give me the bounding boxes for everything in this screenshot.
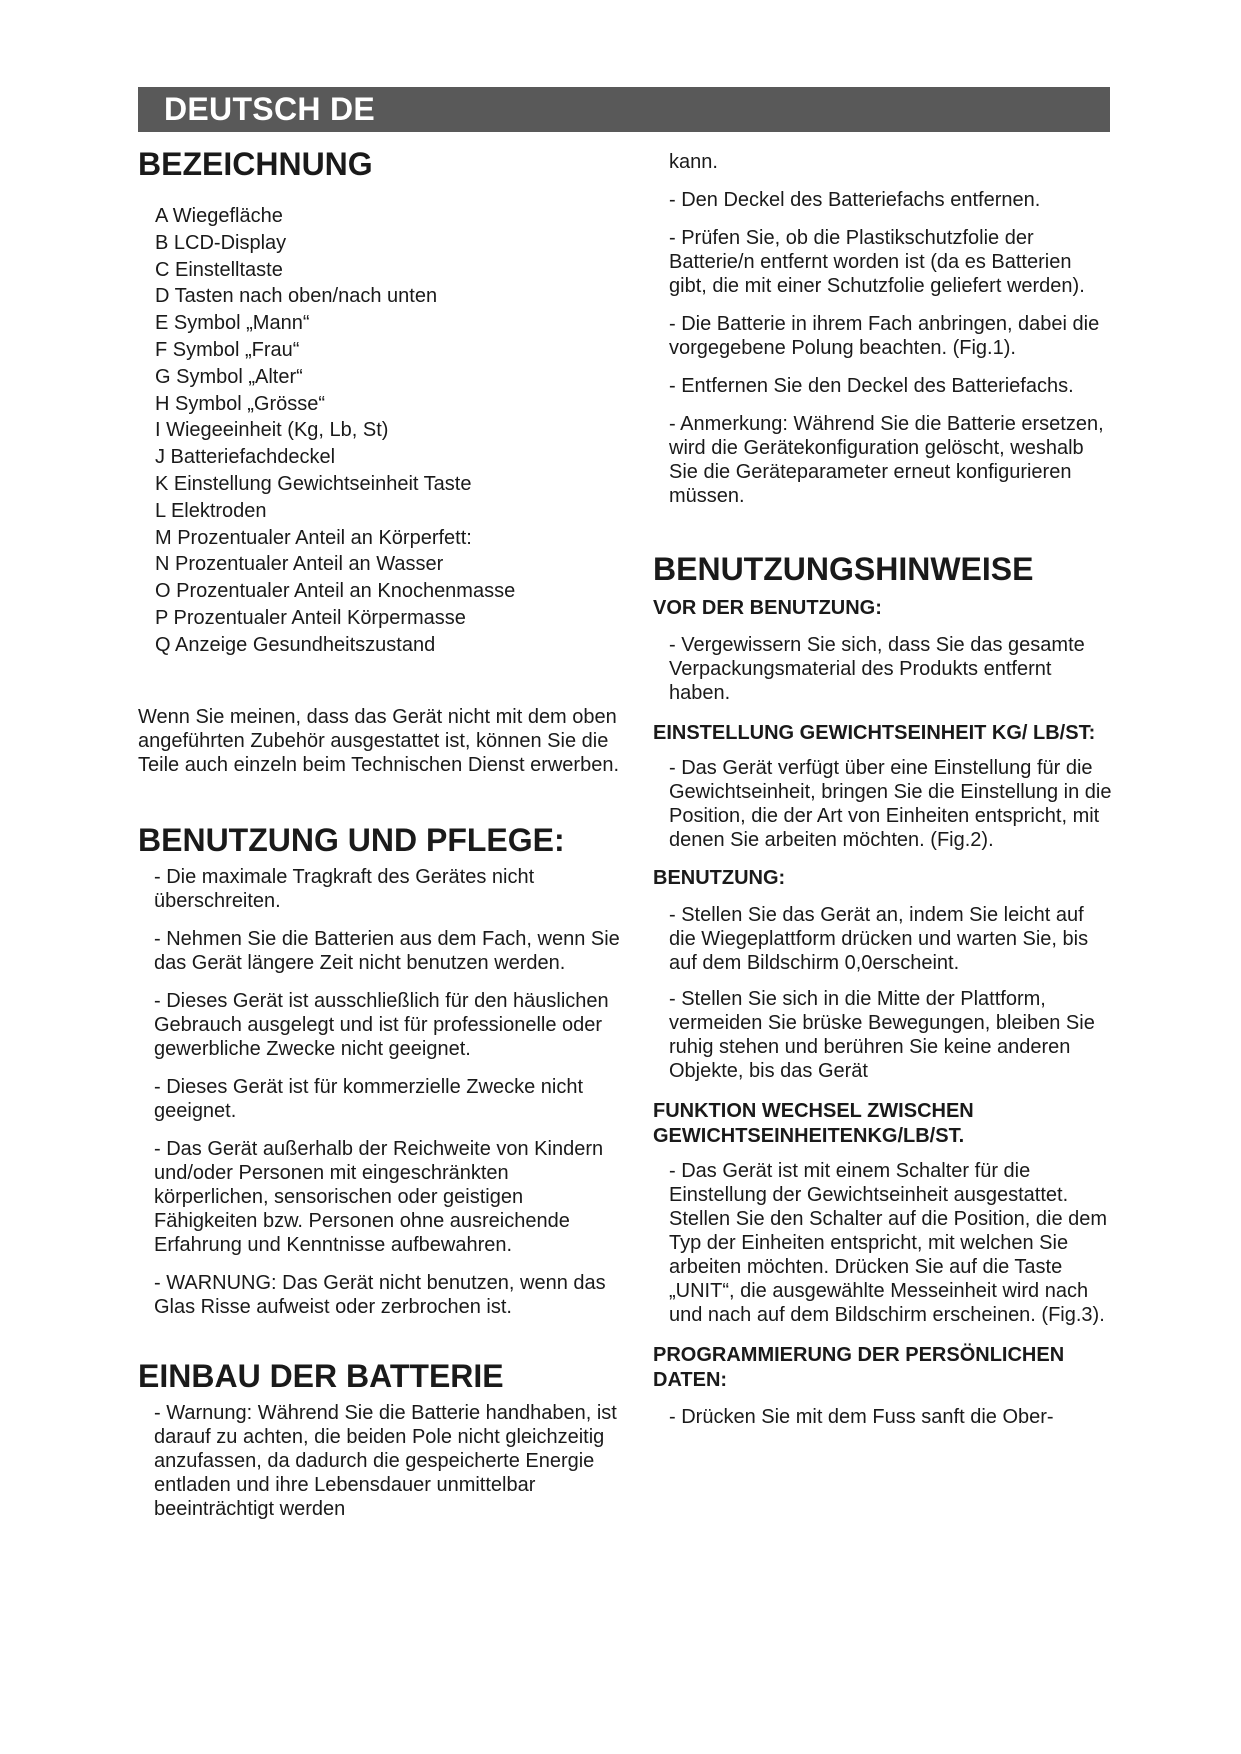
use-step: - Stellen Sie das Gerät an, indem Sie leicht auf die Wiegeplattform drücken und warten Sie, bis auf dem Bildschirm 0,0erscheint. — [669, 904, 1089, 974]
list-item: L Elektroden — [155, 499, 267, 522]
before-use-text: - Vergewissern Sie sich, dass Sie das gesamte Verpackungsmaterial des Produkts entfernt haben. — [669, 634, 1085, 704]
unit-switch-text: - Das Gerät ist mit einem Schalter für die Einstellung der Gewichtseinheit ausgestattet. Stellen Sie den Schalter auf die Position, die dem Typ der Einheiten entspricht, mit welchen Sie arbeiten möchten. Drücken Sie auf die Taste „UNIT“, die ausgewählte Messeinheit wird nach und nach auf dem Bildschirm erscheinen. (Fig.3). — [669, 1160, 1108, 1326]
section-title-bezeichnung: BEZEICHNUNG — [138, 146, 373, 182]
use-step: - Stellen Sie sich in die Mitte der Plattform, vermeiden Sie brüske Bewegungen, bleiben Sie ruhig stehen und berühren Sie keine anderen Objekte, bis das Gerät — [669, 988, 1095, 1082]
left-column — [138, 145, 628, 1521]
subtitle-unit-setting: EINSTELLUNG GEWICHTSEINHEIT KG/ LB/ST: — [653, 722, 1096, 744]
battery-step: - Anmerkung: Während Sie die Batterie ersetzen, wird die Gerätekonfiguration gelöscht, weshalb Sie die Geräteparameter erneut konfigurieren müssen. — [669, 413, 1104, 507]
list-item: J Batteriefachdeckel — [155, 446, 336, 469]
unit-setting-text: - Das Gerät verfügt über eine Einstellung für die Gewichtseinheit, bringen Sie die Einstellung in die Position, die der Art von Einheiten entspricht, mit denen Sie arbeiten möchten. (Fig.2). — [669, 757, 1112, 851]
list-item: F Symbol „Frau“ — [155, 338, 300, 361]
care-item: - Dieses Gerät ist für kommerzielle Zwecke nicht geeignet. — [154, 1075, 584, 1122]
components-list — [138, 203, 628, 659]
care-item: - Die maximale Tragkraft des Gerätes nicht überschreiten. — [154, 865, 535, 912]
section-title-care: BENUTZUNG UND PFLEGE: — [138, 821, 565, 858]
language-header-bar: DEUTSCH DE — [138, 87, 1110, 132]
section-title-battery: EINBAU DER BATTERIE — [138, 1357, 504, 1394]
battery-warning: - Warnung: Während Sie die Batterie handhaben, ist darauf zu achten, die beiden Pole nicht gleichzeitig anzufassen, da dadurch die gespeicherte Energie entladen und ihre Lebensdauer unmittelbar beeinträchtigt werden — [154, 1401, 617, 1520]
care-item: - Dieses Gerät ist ausschließlich für den häuslichen Gebrauch ausgelegt und ist für professionelle oder gewerbliche Zwecke nicht geeignet. — [154, 989, 609, 1060]
list-item: O Prozentualer Anteil an Knochenmasse — [155, 580, 516, 603]
battery-step: - Entfernen Sie den Deckel des Batteriefachs. — [669, 375, 1074, 397]
subtitle-programming: PROGRAMMIERUNG DER PERSÖNLICHEN DATEN: — [653, 1344, 1065, 1391]
subtitle-use: BENUTZUNG: — [653, 867, 786, 889]
list-item: P Prozentualer Anteil Körpermasse — [155, 606, 466, 629]
battery-step: - Prüfen Sie, ob die Plastikschutzfolie der Batterie/n entfernt worden ist (da es Batterien gibt, die mit einer Schutzfolie geliefert werden). — [669, 227, 1085, 297]
battery-continuation: kann. — [669, 151, 718, 173]
list-item: G Symbol „Alter“ — [155, 365, 303, 388]
list-item: B LCD-Display — [155, 231, 287, 254]
battery-step: - Den Deckel des Batteriefachs entfernen. — [669, 189, 1041, 211]
list-item: D Tasten nach oben/nach unten — [155, 285, 438, 308]
list-item: K Einstellung Gewichtseinheit Taste — [155, 472, 472, 495]
subtitle-unit-switch: FUNKTION WECHSEL ZWISCHEN GEWICHTSEINHEITENKG/LB/ST. — [653, 1100, 974, 1147]
list-item: A Wiegefläche — [155, 205, 283, 227]
list-item: C Einstelltaste — [155, 258, 283, 281]
programming-text: - Drücken Sie mit dem Fuss sanft die Ober- — [669, 1406, 1054, 1428]
battery-step: - Die Batterie in ihrem Fach anbringen, dabei die vorgegebene Polung beachten. (Fig.1). — [669, 313, 1100, 359]
right-column — [653, 150, 1113, 1429]
list-item: M Prozentualer Anteil an Körperfett: — [155, 526, 472, 549]
accessories-note: Wenn Sie meinen, dass das Gerät nicht mit dem oben angeführten Zubehör ausgestattet ist, können Sie die Teile auch einzeln beim Technischen Dienst erwerben. — [138, 705, 620, 776]
subtitle-before-use: VOR DER BENUTZUNG: — [653, 597, 882, 619]
list-item: E Symbol „Mann“ — [155, 312, 310, 335]
list-item: Q Anzeige Gesundheitszustand — [155, 633, 436, 656]
care-item: - Nehmen Sie die Batterien aus dem Fach, wenn Sie das Gerät längere Zeit nicht benutzen werden. — [154, 927, 620, 974]
care-item: - Das Gerät außerhalb der Reichweite von Kindern und/oder Personen mit eingeschränkten körperlichen, sensorischen oder geistigen Fähigkeiten bzw. Personen ohne ausreichende Erfahrung und Kenntnisse aufbewahren. — [154, 1137, 604, 1256]
care-item: - WARNUNG: Das Gerät nicht benutzen, wenn das Glas Risse aufweist oder zerbrochen ist. — [154, 1271, 606, 1318]
section-title-usage: BENUTZUNGSHINWEISE — [653, 551, 1034, 587]
list-item: I Wiegeeinheit (Kg, Lb, St) — [155, 419, 389, 442]
list-item: H Symbol „Grösse“ — [155, 392, 326, 415]
list-item: N Prozentualer Anteil an Wasser — [155, 553, 444, 576]
